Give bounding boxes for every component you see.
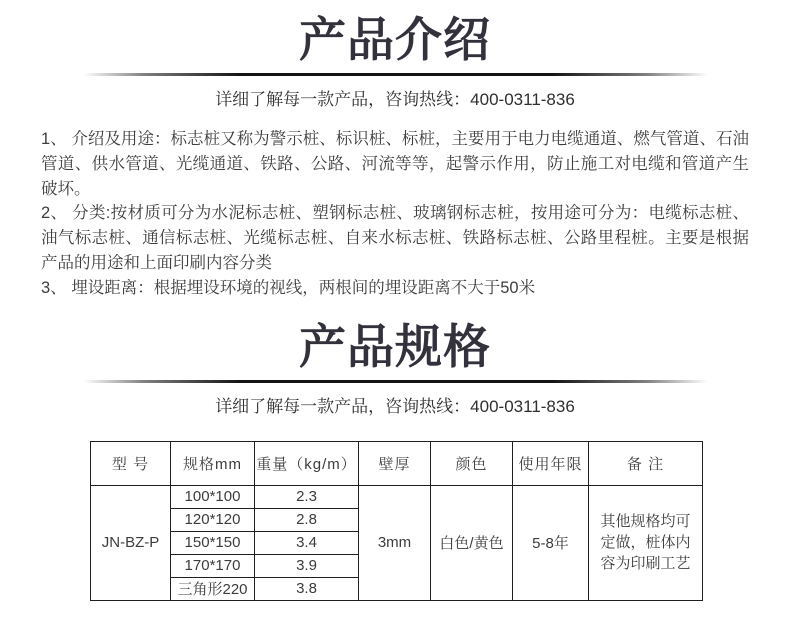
model-cell: JN-BZ-P [91,485,171,600]
section-intro-title: 产品介绍 [299,13,491,66]
table-header-row [91,441,703,485]
section-specs-subtitle: 详细了解每一款产品，咨询热线：400-0311-836 [215,396,575,416]
col-header-color: 颜色 [431,441,513,485]
col-header-spec: 规格mm [171,441,255,485]
title-divider-line [83,380,708,383]
col-header-remark: 备 注 [589,441,703,485]
remark-cell: 其他规格均可定做，桩体内容为印刷工艺 [589,485,703,600]
weight-cell: 2.3 [255,485,359,508]
weight-cell: 3.4 [255,531,359,554]
spec-cell: 150*150 [171,531,255,554]
col-header-model: 型 号 [91,441,171,485]
col-header-wall-thickness: 壁厚 [359,441,431,485]
weight-cell: 2.8 [255,508,359,531]
spec-cell: 三角形220 [171,577,255,600]
table-row [91,485,703,508]
col-header-weight: 重量（kg/m） [255,441,359,485]
section-specs-header [0,301,790,417]
spec-cell: 170*170 [171,554,255,577]
spec-cell: 100*100 [171,485,255,508]
col-header-service-life: 使用年限 [513,441,589,485]
intro-item-burial-distance: 3、 埋设距离：根据埋设环境的视线，两根间的埋设距离不大于50米 [41,278,536,297]
spec-cell: 120*120 [171,508,255,531]
color-cell: 白色/黄色 [431,485,513,600]
service-life-cell: 5-8年 [513,485,589,600]
intro-paragraphs [41,127,749,301]
weight-cell: 3.8 [255,577,359,600]
intro-item-classification: 2、 分类:按材质可分为水泥标志桩、塑钢标志桩、玻璃钢标志桩，按用途可分为：电缆标志桩、油气标志桩、通信标志桩、光缆标志桩、自来水标志桩、铁路标志桩、公路里程桩。主要是根据产品的用途和上面印刷内容分类 [41,204,749,272]
section-intro-subtitle: 详细了解每一款产品，咨询热线：400-0311-836 [215,90,575,109]
weight-cell: 3.9 [255,554,359,577]
section-intro-header [0,0,790,110]
intro-item-usage: 1、 介绍及用途：标志桩又称为警示桩、标识桩、标桩，主要用于电力电缆通道、燃气管道、石油管道、供水管道、光缆通道、铁路、公路、河流等等，起警示作用，防止施工对电缆和管道产生破坏。 [41,130,749,198]
wall-thickness-cell: 3mm [359,485,431,600]
spec-table [90,441,703,601]
section-specs-title: 产品规格 [299,319,491,373]
title-divider-line [83,73,708,76]
